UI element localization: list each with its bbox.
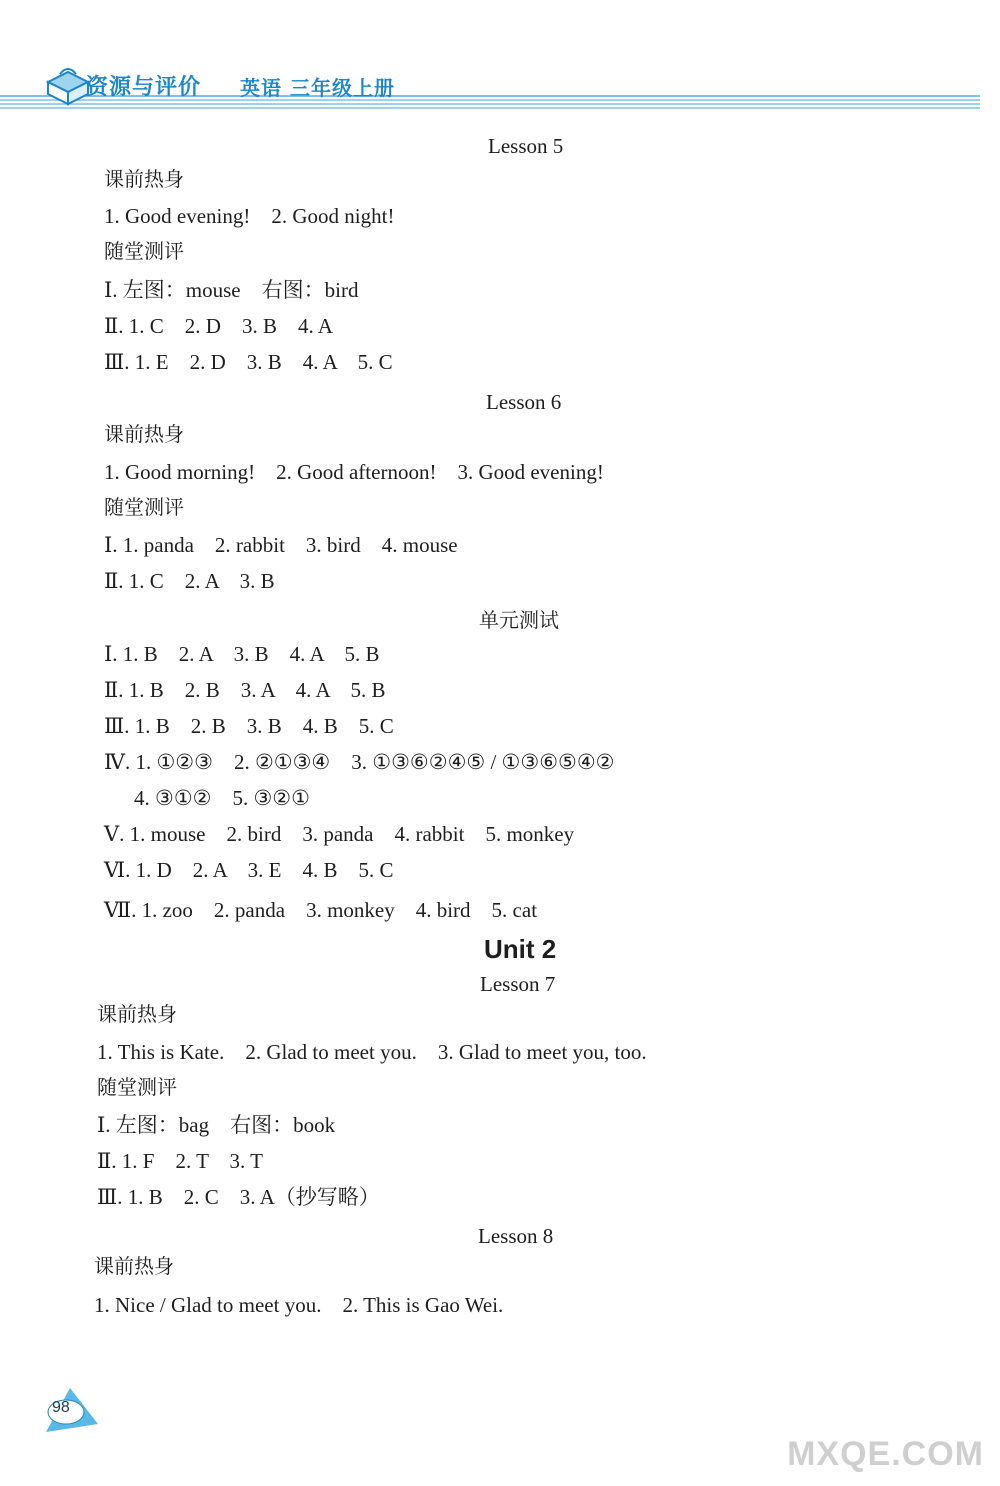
page-header — [0, 0, 1000, 140]
series-title: 资源与评价 — [86, 75, 202, 100]
answer-line: Ⅱ. 1. C 2. D 3. B 4. A — [104, 314, 333, 338]
answer-line: Ⅴ. 1. mouse 2. bird 3. panda 4. rabbit 5. monkey — [104, 822, 575, 846]
answer-line: Ⅲ. 1. B 2. B 3. B 4. B 5. C — [104, 714, 394, 738]
answer-line: Ⅰ. 1. B 2. A 3. B 4. A 5. B — [104, 642, 380, 666]
page-number-badge — [40, 1384, 102, 1436]
answer-line: Ⅱ. 1. C 2. A 3. B — [104, 569, 275, 593]
book-logo-icon — [44, 62, 92, 110]
lesson-title: 单元测试 — [479, 608, 559, 632]
answer-line: 1. Good evening! 2. Good night! — [104, 204, 395, 228]
answer-line: Ⅱ. 1. B 2. B 3. A 4. A 5. B — [104, 678, 386, 702]
answer-line: Ⅶ. 1. zoo 2. panda 3. monkey 4. bird 5. cat — [104, 898, 538, 922]
lesson-title: Lesson 7 — [480, 972, 556, 996]
subject-title: 英语 三年级上册 — [240, 76, 395, 100]
answer-line: Ⅲ. 1. E 2. D 3. B 4. A 5. C — [104, 350, 393, 374]
section-heading: 课前热身 — [94, 1254, 174, 1278]
answer-line: Ⅰ. 1. panda 2. rabbit 3. bird 4. mouse — [104, 533, 458, 557]
section-heading: 随堂测评 — [104, 239, 184, 263]
answer-line: Ⅰ. 左图：bag 右图：book — [97, 1113, 336, 1137]
answer-line: 4. ③①② 5. ③②① — [134, 786, 310, 810]
watermark-text: MXQE.COM — [787, 1435, 984, 1473]
section-heading: 随堂测评 — [104, 495, 184, 519]
page-number: 98 — [52, 1399, 70, 1416]
answer-line: Ⅰ. 左图：mouse 右图：bird — [104, 278, 359, 302]
answer-line: Ⅱ. 1. F 2. T 3. T — [97, 1149, 263, 1173]
section-heading: 随堂测评 — [97, 1075, 177, 1099]
answer-line: Ⅵ. 1. D 2. A 3. E 4. B 5. C — [104, 858, 394, 882]
lesson-title: Lesson 8 — [478, 1224, 554, 1248]
answer-line: 1. Good morning! 2. Good afternoon! 3. Good evening! — [104, 460, 604, 484]
section-heading: 课前热身 — [104, 422, 184, 446]
unit-title: Unit 2 — [484, 934, 557, 964]
lesson-title: Lesson 5 — [488, 134, 564, 158]
lesson-title: Lesson 6 — [486, 390, 562, 414]
answer-line: Ⅳ. 1. ①②③ 2. ②①③④ 3. ①③⑥②④⑤ / ①③⑥⑤④② — [104, 750, 615, 774]
answer-line: 1. This is Kate. 2. Glad to meet you. 3. Glad to meet you, too. — [97, 1040, 647, 1064]
section-heading: 课前热身 — [104, 167, 184, 191]
answer-line: Ⅲ. 1. B 2. C 3. A（抄写略） — [97, 1185, 380, 1209]
section-heading: 课前热身 — [97, 1002, 177, 1026]
answer-line: 1. Nice / Glad to meet you. 2. This is Gao Wei. — [94, 1293, 504, 1317]
